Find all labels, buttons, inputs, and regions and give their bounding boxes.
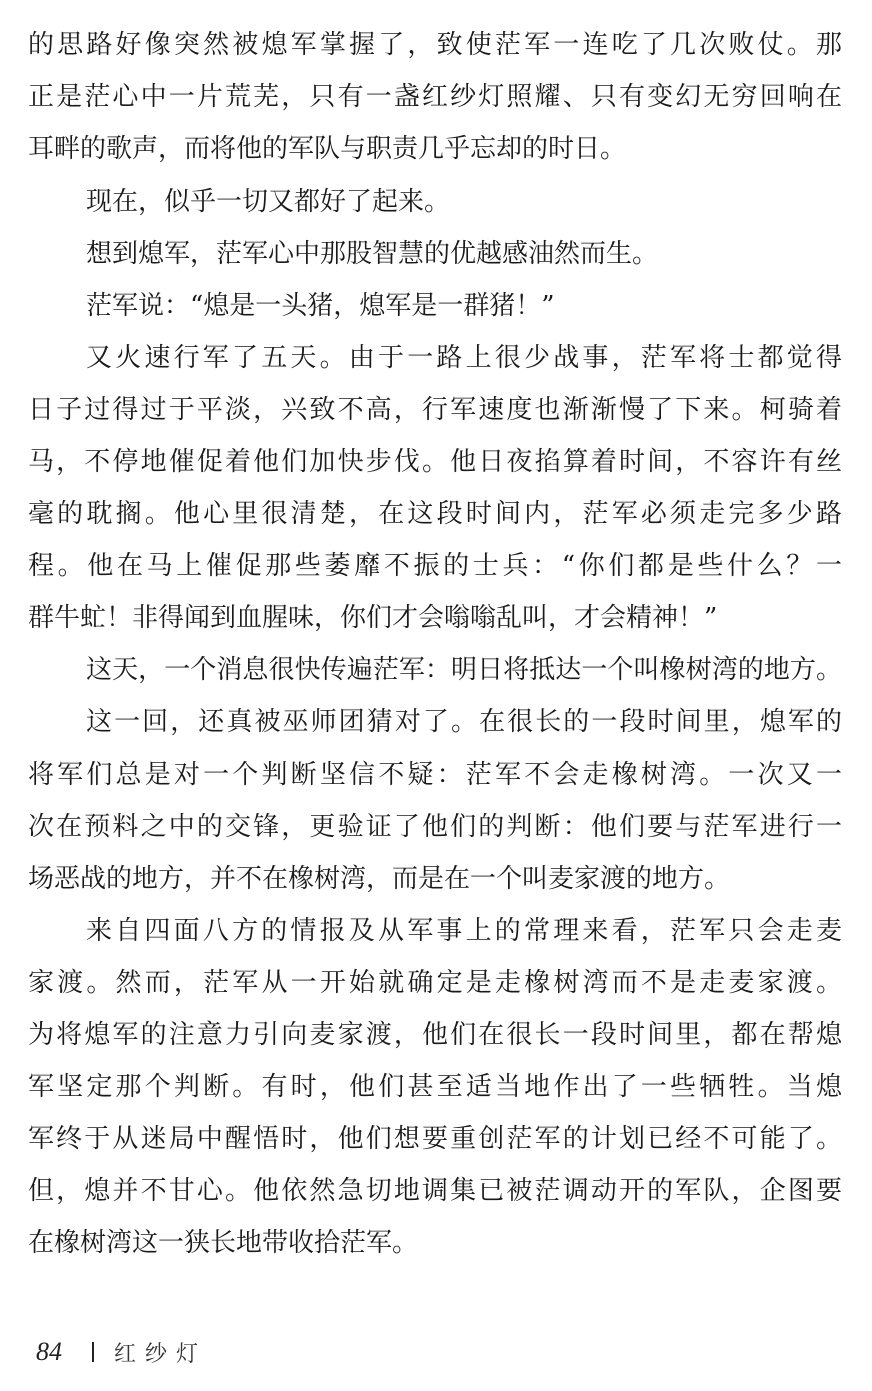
page-number: 84 [36,1337,62,1366]
text-line: 毫的耽搁。他心里很清楚，在这段时间内，茫军必须走完多少路 [28,499,842,529]
book-title: 红纱灯 [114,1341,208,1367]
page-footer [36,1334,207,1370]
paragraph-start: 茫军说：“熄是一头猪，熄军是一群猪！” [86,291,555,321]
footer-divider [92,1342,94,1362]
paragraph-start: 来自四面八方的情报及从军事上的常理来看，茫军只会走麦 [86,916,842,946]
text-line: 的思路好像突然被熄军掌握了，致使茫军一连吃了几次败仗。那 [28,30,842,60]
text-line: 家渡。然而，茫军从一开始就确定是走橡树湾而不是走麦家渡。 [28,968,842,998]
paragraph-start: 这一回，还真被巫师团猜对了。在很长的一段时间里，熄军的 [86,707,842,737]
text-line: 军坚定那个判断。有时，他们甚至适当地作出了一些牺牲。当熄 [28,1072,842,1102]
text-line: 次在预料之中的交锋，更验证了他们的判断：他们要与茫军进行一 [28,812,842,842]
text-line: 耳畔的歌声，而将他的军队与职责几乎忘却的时日。 [28,134,627,164]
text-line: 程。他在马上催促那些萎靡不振的士兵：“你们都是些什么？一 [28,551,842,581]
text-line: 马，不停地催促着他们加快步伐。他日夜掐算着时间，不容许有丝 [28,447,842,477]
text-line: 为将熄军的注意力引向麦家渡，他们在很长一段时间里，都在帮熄 [28,1020,842,1050]
paragraph-start: 又火速行军了五天。由于一路上很少战事，茫军将士都觉得 [86,343,842,373]
text-line: 正是茫心中一片荒芜，只有一盏红纱灯照耀、只有变幻无穷回响在 [28,82,842,112]
text-line: 日子过得过于平淡，兴致不高，行军速度也渐渐慢了下来。柯骑着 [28,395,842,425]
text-line: 群牛虻！非得闻到血腥味，你们才会嗡嗡乱叫，才会精神！” [28,603,718,633]
text-line: 将军们总是对一个判断坚信不疑：茫军不会走橡树湾。一次又一 [28,760,842,790]
paragraph-start: 想到熄军，茫军心中那股智慧的优越感油然而生。 [86,239,659,269]
text-line: 但，熄并不甘心。他依然急切地调集已被茫调动开的军队，企图要 [28,1176,842,1206]
paragraph-start: 现在，似乎一切又都好了起来。 [86,187,451,217]
text-line: 在橡树湾这一狭长地带收拾茫军。 [28,1228,419,1258]
text-line: 军终于从迷局中醒悟时，他们想要重创茫军的计划已经不可能了。 [28,1124,842,1154]
paragraph-start: 这天，一个消息很快传遍茫军：明日将抵达一个叫橡树湾的地方。 [86,655,842,685]
text-line: 场恶战的地方，并不在橡树湾，而是在一个叫麦家渡的地方。 [28,864,731,894]
